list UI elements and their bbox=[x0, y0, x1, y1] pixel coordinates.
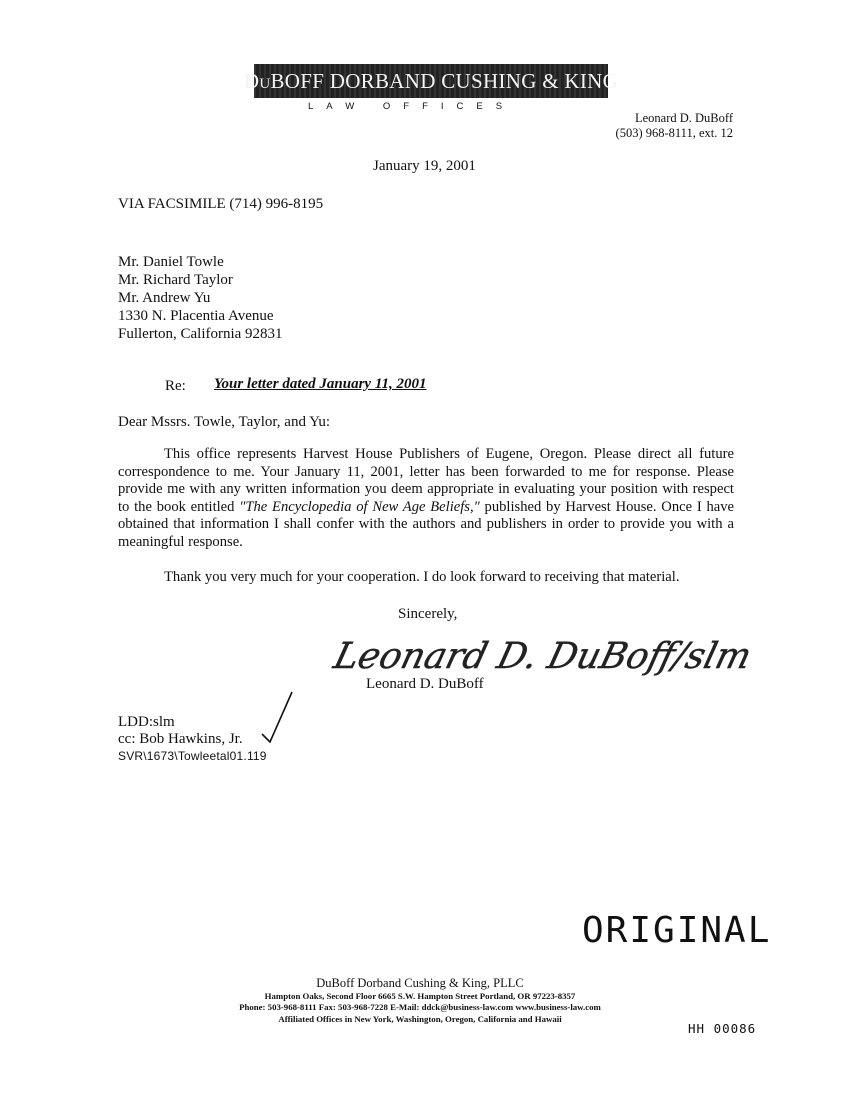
re-subject: Your letter dated January 11, 2001 bbox=[214, 376, 427, 392]
recipient-line: Mr. Andrew Yu bbox=[118, 290, 211, 306]
bates-number: HH 00086 bbox=[688, 1021, 757, 1036]
body-text-part2: published by Harvest House. Once I have obtained that information I shall confer with the authors and publishers in order to provide you with a meaningful response. bbox=[118, 498, 735, 550]
typist-initials: LDD:slm bbox=[118, 714, 175, 730]
signature-glyphs: Leonard D. DuBoff/slm bbox=[329, 634, 756, 677]
closing: Sincerely, bbox=[398, 606, 458, 622]
cc-line: cc: Bob Hawkins, Jr. bbox=[118, 731, 243, 747]
sender-block bbox=[616, 111, 733, 141]
footer-contact: Phone: 503-968-8111 Fax: 503-968-7228 E-Mail: ddck@business-law.com www.business-law.com bbox=[239, 1002, 601, 1013]
recipient-line: 1330 N. Placentia Avenue bbox=[118, 308, 274, 324]
reference-block bbox=[118, 714, 267, 765]
body-paragraph bbox=[118, 446, 734, 552]
recipient-line: Fullerton, California 92831 bbox=[118, 326, 283, 342]
recipient-address bbox=[118, 253, 283, 343]
original-stamp: ORIGINAL bbox=[582, 910, 772, 951]
sender-phone: (503) 968-8111, ext. 12 bbox=[615, 126, 733, 140]
via-facsimile: VIA FACSIMILE (714) 996-8195 bbox=[118, 196, 324, 212]
recipient-line: Mr. Daniel Towle bbox=[118, 254, 224, 270]
letter-date: January 19, 2001 bbox=[373, 158, 476, 174]
sender-name: Leonard D. DuBoff bbox=[634, 111, 733, 125]
letterhead-subtitle: LAW OFFICES bbox=[308, 101, 516, 112]
firm-logo bbox=[243, 64, 619, 98]
salutation: Dear Mssrs. Towle, Taylor, and Yu: bbox=[118, 414, 330, 430]
thanks-paragraph: Thank you very much for your cooperation. I do look forward to receiving that material. bbox=[164, 569, 680, 585]
body-text-part1: This office represents Harvest House Publishers of Eugene, Oregon. Please direct all future correspondence to me. Your January 11, 2001, letter has been forwarded to me for response. Please provide me with any written information you deem appropriate in evaluating your position with respect to the book entitled bbox=[118, 446, 734, 515]
re-label: Re: bbox=[165, 378, 186, 394]
footer-address: Hampton Oaks, Second Floor 6665 S.W. Hampton Street Portland, OR 97223-8357 bbox=[264, 991, 576, 1001]
letterhead-footer bbox=[200, 975, 640, 1025]
firm-logo-text: DuBOFF DORBAND CUSHING & KING bbox=[243, 68, 619, 93]
signer-name: Leonard D. DuBoff bbox=[366, 676, 484, 692]
footer-firm-name: DuBoff Dorband Cushing & King, PLLC bbox=[316, 976, 524, 990]
book-title: "The Encyclopedia of New Age Beliefs," bbox=[239, 498, 480, 515]
recipient-line: Mr. Richard Taylor bbox=[118, 272, 233, 288]
footer-affiliates: Affiliated Offices in New York, Washington, Oregon, California and Hawaii bbox=[278, 1013, 562, 1024]
file-path: SVR\1673\Towleetal01.119 bbox=[118, 749, 267, 763]
